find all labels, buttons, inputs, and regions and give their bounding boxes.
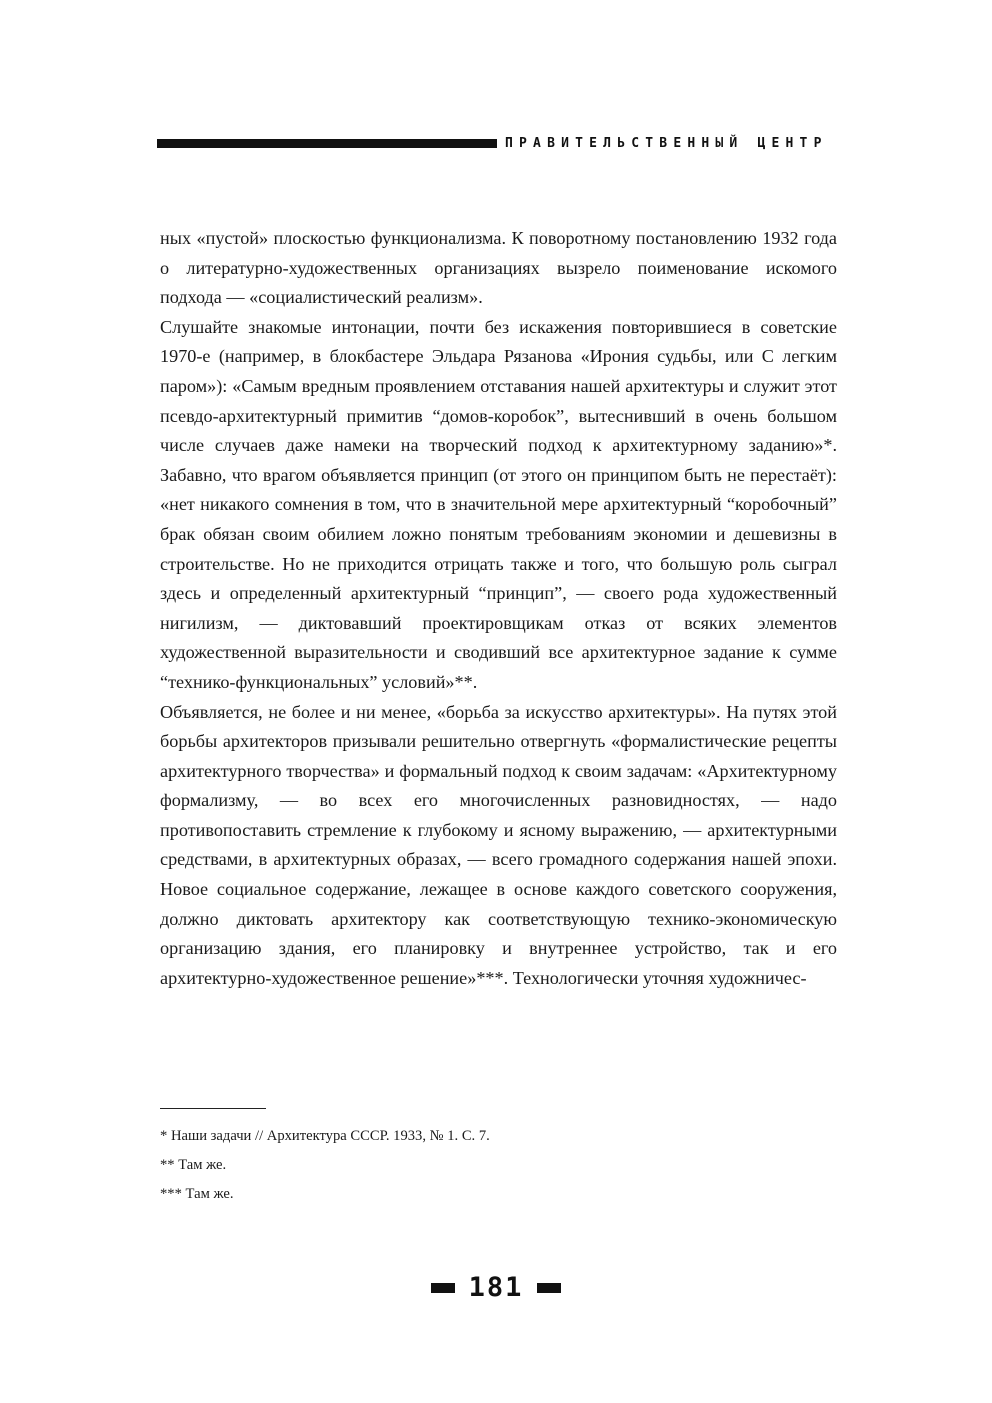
page-number-block	[0, 1272, 992, 1303]
footnote-1: * Наши задачи // Архитектура СССР. 1933, № 1. С. 7.	[160, 1128, 490, 1144]
main-text	[160, 224, 837, 993]
paragraph-3: Объявляется, не более и ни менее, «борьба за искусство архитектуры». На путях этой борьбы архитекторов призывали решительно отвергнуть «формалистические рецепты архитектурного творчества» и формальный подход к своим задачам: «Архитектурному формализму, — во всех его многочисленных разновидностях, — надо противопоставить стремление к глубокому и ясному выражению, — архитектурными средствами, в архитектурных образах, — всего громадного содержания нашей эпохи. Новое социальное содержание, лежащее в основе каждого советского сооружения, должно диктовать архитектору как соответствующую технико-экономическую организацию здания, его планировку и внутреннее устройство, так и его архитектурно-художественное решение»***. Технологически уточняя художничес-	[160, 701, 837, 988]
folio-left-mark	[431, 1283, 455, 1293]
paragraph-2: Слушайте знакомые интонации, почти без искажения повторившиеся в советские 1970-е (например, в блокбастере Эльдара Рязанова «Ирония судьбы, или С легким паром»): «Самым вредным проявлением отставания нашей архитектуры и служит этот псевдо-архитектурный примитив “домов-коробок”, вытеснивший в очень большом числе случаев даже намеки на творческий подход к архитектурному заданию»*. Забавно, что врагом объявляется принцип (от этого он принципом быть не перестаёт): «нет никакого сомнения в том, что в значительной мере архитектурный “коробочный” брак обязан своим обилием ложно понятым требованиям экономии и дешевизны в строительстве. Но не приходится отрицать также и того, что большую роль сыграл здесь и определенный архитектурный “принцип”, — своего рода художественный нигилизм, — диктовавший проектировщикам отказ от всяких элементов художественной выразительности и сводивший все архитектурное задание к сумме “технико-функциональных” условий»**.	[160, 316, 837, 692]
footnote-separator	[160, 1108, 266, 1109]
page-number: 181	[468, 1272, 524, 1303]
running-header	[157, 133, 837, 153]
running-header-title: ПРАВИТЕЛЬСТВЕННЫЙ ЦЕНТР	[505, 135, 828, 151]
paragraph-1: ных «пустой» плоскостью функционализма. К поворотному постановлению 1932 года о литературно-художественных организациях вызрело поименование искомого подхода — «социалистический реализм».	[160, 228, 837, 308]
folio-right-mark	[537, 1283, 561, 1293]
footnote-3: *** Там же.	[160, 1186, 234, 1202]
footnotes	[160, 1122, 837, 1209]
footnote-2: ** Там же.	[160, 1157, 227, 1173]
header-rule	[157, 139, 497, 148]
